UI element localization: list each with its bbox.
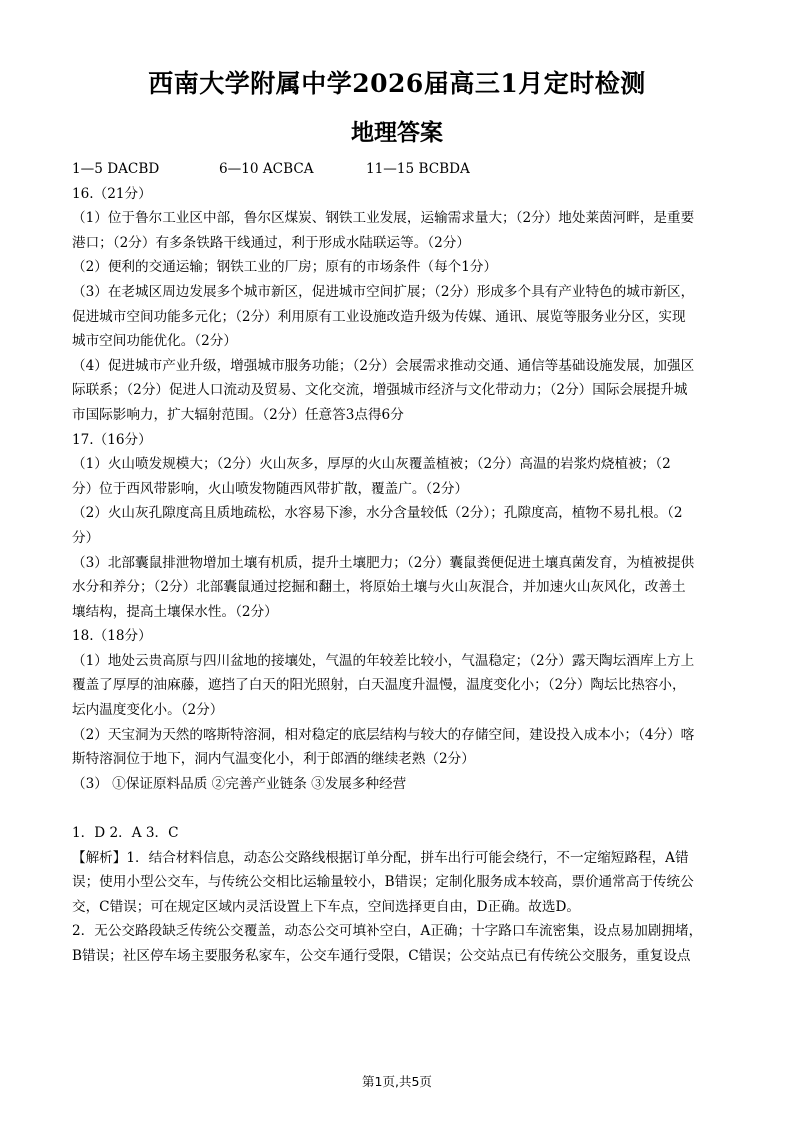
text-line: 壤结构，提高土壤保水性。（2分） — [72, 603, 278, 620]
text-line: 2．无公交路段缺乏传统公交覆盖，动态公交可填补空白，A正确；十字路口车流密集，设点易加剧拥堵， — [72, 923, 703, 940]
text-line: 分） — [72, 529, 100, 546]
essay-answers — [72, 182, 724, 797]
text-line: 覆盖了厚厚的油麻藤，遮挡了白天的阳光照射，白天温度升温慢，温度变化小；（2分）陶坛比热容小， — [72, 677, 686, 694]
text-line: （1）地处云贵高原与四川盆地的接壤处，气温的年较差比较小，气温稳定；（2分）露天陶坛酒库上方上 — [72, 652, 695, 669]
text-line: 斯特溶洞位于地下，洞内气温变化小，利于郎酒的继续老熟（2分） — [72, 751, 475, 768]
text-line: （3）北部囊鼠排泄物增加土壤有机质，提升土壤肥力；（2分）囊鼠粪便促进土壤真菌发育，为植被提供 — [72, 554, 695, 571]
text-line: （1）位于鲁尔工业区中部，鲁尔区煤炭、钢铁工业发展，运输需求量大；（2分）地处莱茵河畔，是重要 — [72, 210, 695, 227]
multiple-choice-answers — [72, 157, 724, 182]
mc-group-3: 11—15 BCBDA — [366, 161, 470, 177]
text-line: 港口；（2分）有多条铁路干线通过，利于形成水陆联运等。（2分） — [72, 234, 470, 251]
section-gap — [72, 796, 724, 821]
text-line: 坛内温度变化小。（2分） — [72, 702, 224, 719]
text-line: 16.（21分） — [72, 185, 152, 202]
text-line: 17.（16分） — [72, 431, 152, 448]
text-line: （2）天宝洞为天然的喀斯特溶洞，相对稳定的底层结构与较大的存储空间，建设投入成本小；（4分）喀 — [72, 726, 695, 743]
page-subtitle: 地理答案 — [351, 119, 443, 146]
text-line: 水分和养分；（2分）北部囊鼠通过挖掘和翻土，将原始土壤与火山灰混合，并加速火山灰风化，改善土 — [72, 579, 686, 596]
page-title: 西南大学附属中学2026届高三1月定时检测 — [148, 69, 646, 98]
text-line: 城市空间功能优化。（2分） — [72, 333, 237, 350]
explanation-section — [72, 821, 724, 969]
mc-group-2: 6—10 ACBCA — [219, 161, 314, 177]
text-line: B错误；社区停车场主要服务私家车，公交车通行受限，C错误；公交站点已有传统公交服务，重复设点 — [72, 948, 691, 964]
text-line: 【解析】1．结合材料信息，动态公交路线根据订单分配，拼车出行可能会绕行，不一定缩短路程，A错 — [72, 849, 689, 866]
text-line: （4）促进城市产业升级，增强城市服务功能；（2分）会展需求推动交通、通信等基础设施发展，加强区 — [72, 357, 695, 374]
text-line: （2）火山灰孔隙度高且质地疏松，水容易下渗，水分含量较低（2分）；孔隙度高，植物不易扎根。（2 — [72, 505, 683, 522]
text-line: （3）在老城区周边发展多个城市新区，促进城市空间扩展；（2分）形成多个具有产业特色的城市新区， — [72, 283, 695, 300]
text-line: （3） ①保证原料品质 ②完善产业链条 ③发展多种经营 — [72, 775, 407, 792]
text-line: 际联系；（2分）促进人口流动及贸易、文化交流，增强城市经济与文化带动力；（2分）国际会展提升城 — [72, 382, 688, 399]
page-number: 第1页,共5页 — [362, 1074, 432, 1089]
text-line: （1）火山喷发规模大；（2分）火山灰多，厚厚的火山灰覆盖植被；（2分）高温的岩浆灼烧植被；（2 — [72, 456, 671, 473]
text-line: 促进城市空间功能多元化；（2分）利用原有工业设施改造升级为传媒、通讯、展览等服务业分区，实现 — [72, 308, 686, 325]
text-line: 18.（18分） — [72, 628, 152, 645]
text-line: 分）位于西风带影响，火山喷发物随西风带扩散，覆盖广。（2分） — [72, 480, 469, 497]
text-line: 误；使用小型公交车，与传统公交相比运输量较小，B错误；定制化服务成本较高，票价通常高于传统公 — [72, 874, 694, 891]
text-line: （2）便利的交通运输；钢铁工业的厂房；原有的市场条件（每个1分） — [72, 259, 498, 276]
text-line: 1．D 2．A 3．C — [72, 825, 179, 842]
text-line: 交，C错误；可在规定区域内灵活设置上下车点，空间选择更自由，D正确。故选D。 — [72, 898, 580, 915]
mc-group-1: 1—5 DACBD — [72, 161, 160, 177]
text-line: 市国际影响力，扩大辐射范围。（2分）任意答3点得6分 — [72, 406, 404, 423]
answer-content — [72, 157, 724, 969]
